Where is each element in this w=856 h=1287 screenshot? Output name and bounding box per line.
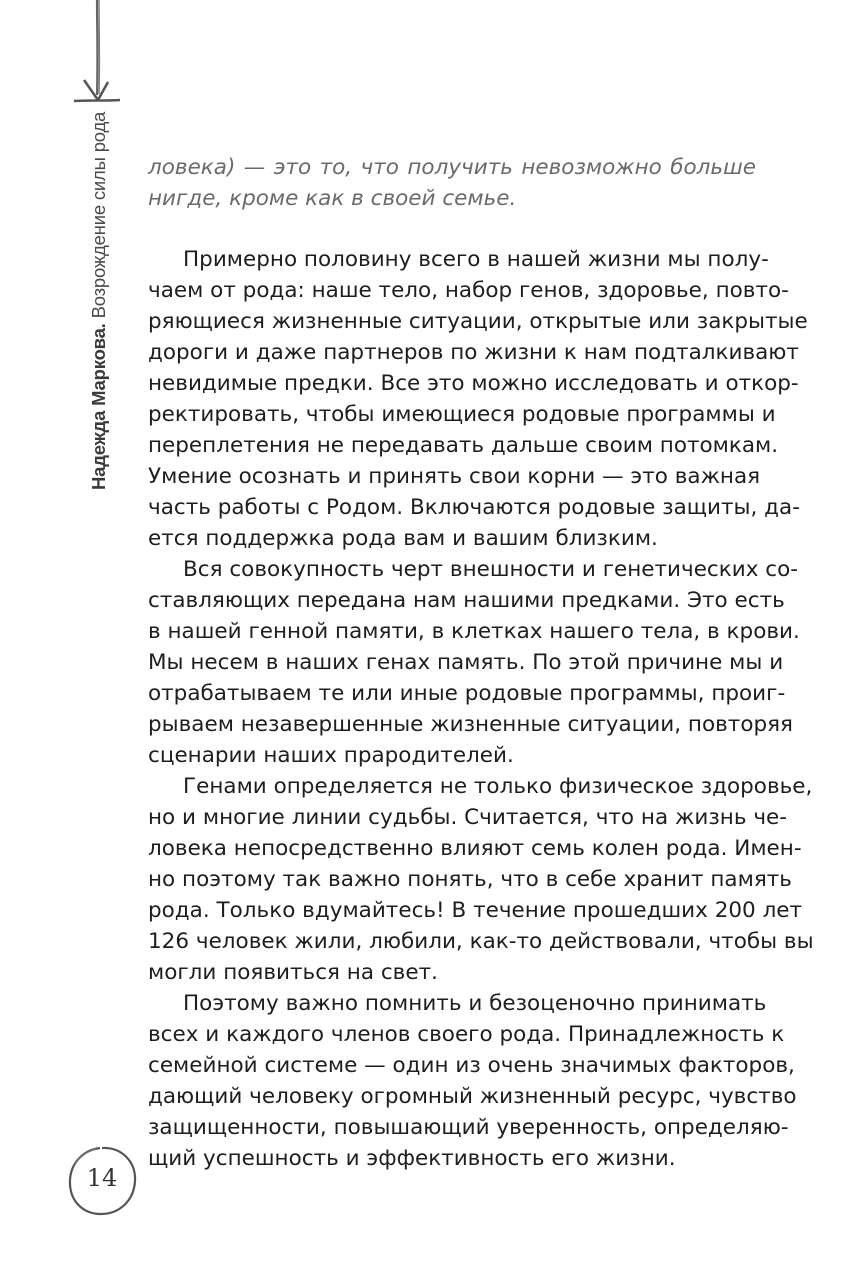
running-head-book-title: Возрождение силы рода xyxy=(88,111,109,324)
text-line: в нашей генной памяти, в клетках нашего тела, в крови. xyxy=(148,619,800,644)
page-number-badge xyxy=(62,1142,142,1222)
text-line: Поэтому важно помнить и безоценочно принимать xyxy=(183,991,767,1016)
text-line: дороги и даже партнеров по жизни к нам подталкивают xyxy=(148,340,799,365)
text-line: дающий человеку огромный жизненный ресурс, чувство xyxy=(148,1084,797,1109)
text-line: ряющиеся жизненные ситуации, открытые или закрытые xyxy=(148,309,808,334)
page-number: 14 xyxy=(86,1164,118,1192)
text-line: могли появиться на свет. xyxy=(148,960,438,985)
arrow-decoration-icon xyxy=(70,0,130,110)
text-line: невидимые предки. Все это можно исследовать и откор- xyxy=(148,371,799,396)
text-line: рываем незавершенные жизненные ситуации, повторяя xyxy=(148,712,793,737)
text-line: семейной системе — один из очень значимых факторов, xyxy=(148,1053,795,1078)
running-head xyxy=(88,112,110,490)
text-line: Вся совокупность черт внешности и генетических со- xyxy=(183,557,799,582)
italic-quote xyxy=(148,152,756,214)
text-line: но и многие линии судьбы. Считается, что на жизнь че- xyxy=(148,805,788,830)
text-line: ставляющих передана нам нашими предками. Это есть xyxy=(148,588,785,613)
text-line: Генами определяется не только физическое здоровье, xyxy=(183,774,813,799)
text-line: переплетения не передавать дальше своим потомкам. xyxy=(148,433,779,458)
text-line: всех и каждого членов своего рода. Принадлежность к xyxy=(148,1022,785,1047)
paragraph-4 xyxy=(148,988,797,1174)
text-line: Умение осознать и принять свои корни — это важная xyxy=(148,464,761,489)
text-line: 126 человек жили, любили, как-то действовали, чтобы вы xyxy=(148,929,814,954)
text-line: часть работы с Родом. Включаются родовые защиты, да- xyxy=(148,495,800,520)
text-line: чаем от рода: наше тело, набор генов, здоровье, повто- xyxy=(148,278,789,303)
quote-line: нигде, кроме как в своей семье. xyxy=(148,186,517,211)
text-line: Примерно половину всего в нашей жизни мы полу- xyxy=(183,247,769,272)
text-line: сценарии наших прародителей. xyxy=(148,743,514,768)
text-line: отрабатываем те или иные родовые программы, проиг- xyxy=(148,681,786,706)
page-body xyxy=(148,152,814,1174)
paragraph-3 xyxy=(148,771,814,988)
quote-line: ловека) — это то, что получить невозможно больше xyxy=(148,155,756,180)
running-head-author: Надежда Маркова. xyxy=(88,323,109,490)
paragraph-1 xyxy=(148,244,808,554)
text-line: ется поддержка рода вам и вашим близким. xyxy=(148,526,658,551)
text-line: Мы несем в наших генах память. По этой причине мы и xyxy=(148,650,784,675)
text-line: щий успешность и эффективность его жизни. xyxy=(148,1146,676,1171)
paragraph-2 xyxy=(148,554,800,771)
text-line: рода. Только вдумайтесь! В течение прошедших 200 лет xyxy=(148,898,803,923)
text-line: защищенности, повышающий уверенность, определяю- xyxy=(148,1115,789,1140)
text-line: ловека непосредственно влияют семь колен рода. Имен- xyxy=(148,836,802,861)
text-line: ректировать, чтобы имеющиеся родовые программы и xyxy=(148,402,776,427)
text-line: но поэтому так важно понять, что в себе хранит память xyxy=(148,867,792,892)
